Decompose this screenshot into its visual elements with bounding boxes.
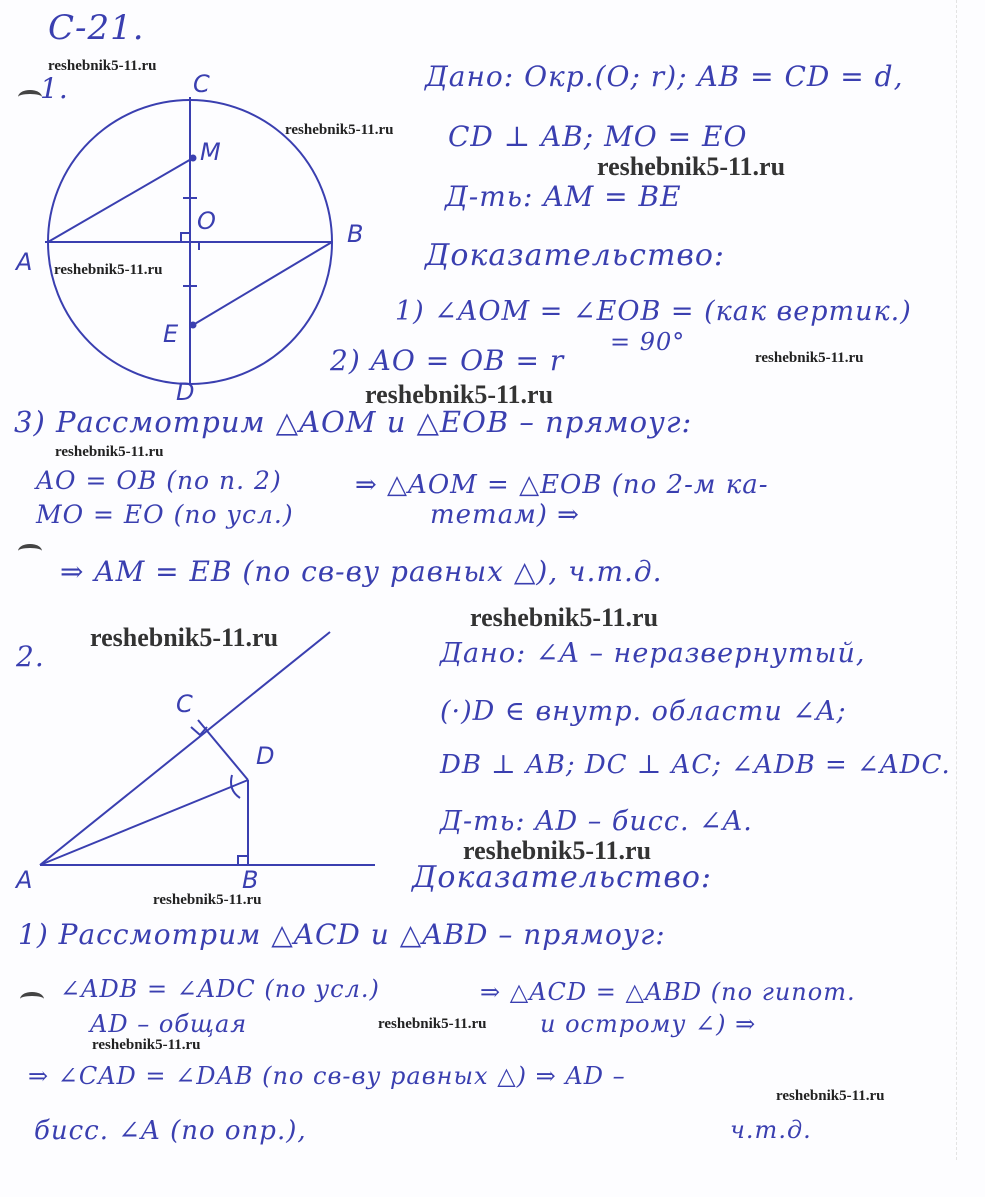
problem2-number: 2. (16, 640, 45, 673)
problem1-step3: 3) Рассмотрим △AOM и △EOB – прямоуг: (14, 405, 693, 439)
problem1-step3d: тетам) ⇒ (430, 500, 580, 530)
watermark: reshebnik5-11.ru (755, 350, 864, 366)
problem1-number: 1. (40, 72, 69, 105)
problem2-step1: 1) Рассмотрим △ACD и △ABD – прямоуг: (18, 918, 666, 951)
problem2-given3: DB ⊥ AB; DC ⊥ AC; ∠ADB = ∠ADC. (440, 750, 951, 780)
label-c: C (176, 690, 193, 718)
watermark: reshebnik5-11.ru (776, 1088, 885, 1104)
right-angle-mark (238, 856, 248, 865)
problem2-step1c: ⇒ △ACD = △ABD (по гипот. (480, 978, 856, 1006)
segment-ad (40, 780, 248, 865)
point-e (191, 323, 196, 328)
label-b: B (242, 866, 259, 894)
point-m (191, 156, 196, 161)
watermark: reshebnik5-11.ru (48, 58, 157, 74)
watermark: reshebnik5-11.ru (90, 623, 279, 652)
problem2-step1d: и острому ∠) ⇒ (540, 1010, 757, 1038)
problem1-conclusion: ⇒ AM = EB (по св-ву равных △), ч.т.д. (60, 555, 663, 588)
problem2-figure (40, 632, 375, 865)
label-m: M (200, 138, 221, 166)
label-a: A (16, 248, 33, 276)
angle-arc (231, 775, 240, 798)
watermark: reshebnik5-11.ru (92, 1037, 201, 1053)
watermark: reshebnik5-11.ru (378, 1016, 487, 1032)
problem1-step1b: = 90° (610, 328, 686, 356)
label-d: D (176, 378, 195, 406)
watermark: reshebnik5-11.ru (55, 444, 164, 460)
problem1-proof-title: Доказательство: (425, 238, 726, 273)
problem2-qed: ч.т.д. (730, 1116, 812, 1144)
problem2-given2: (·)D ∈ внутр. области ∠A; (440, 696, 847, 727)
problem1-step3b: MO = EO (по усл.) (36, 500, 294, 529)
watermark: reshebnik5-11.ru (463, 836, 652, 865)
problem2-prove: Д-ть: AD – бисс. ∠A. (440, 806, 753, 837)
segment-am (48, 158, 193, 242)
ray-ac (40, 632, 330, 865)
problem2-step3: бисс. ∠A (по опр.), (34, 1116, 307, 1146)
watermark: reshebnik5-11.ru (153, 892, 262, 908)
page-title: С-21. (48, 8, 145, 48)
problem1-step3a: AO = OB (по п. 2) (36, 466, 282, 495)
label-o: O (197, 207, 216, 235)
watermark: reshebnik5-11.ru (597, 152, 786, 181)
watermark: reshebnik5-11.ru (54, 262, 163, 278)
right-angle-mark (181, 233, 190, 242)
label-a: A (16, 866, 33, 894)
problem1-step3c: ⇒ △AOM = △EOB (по 2-м ка- (355, 470, 769, 500)
problem1-given: Дано: Окр.(O; r); AB = CD = d, (425, 60, 904, 93)
problem2-step1b: AD – общая (90, 1010, 248, 1038)
problem2-step1a: ∠ADB = ∠ADC (по усл.) (60, 975, 380, 1003)
problem1-figure (45, 97, 332, 384)
problem1-given2: CD ⊥ AB; MO = EO (448, 120, 748, 153)
problem2-proof-title: Доказательство: (412, 860, 713, 895)
watermark: reshebnik5-11.ru (365, 380, 554, 409)
problem1-prove: Д-ть: AM = BE (445, 180, 682, 213)
label-e: E (163, 320, 179, 348)
segment-be (193, 242, 332, 325)
label-b: B (347, 220, 364, 248)
watermark: reshebnik5-11.ru (470, 603, 659, 632)
label-d: D (256, 742, 275, 770)
problem2-given: Дано: ∠A – неразвернутый, (440, 638, 866, 669)
watermark: reshebnik5-11.ru (285, 122, 394, 138)
problem1-step1: 1) ∠AOM = ∠EOB = (как вертик.) (395, 296, 912, 327)
problem1-step2: 2) AO = OB = r (330, 344, 565, 377)
label-c: C (193, 70, 210, 98)
problem2-step2: ⇒ ∠CAD = ∠DAB (по св-ву равных △) ⇒ AD – (28, 1062, 626, 1090)
